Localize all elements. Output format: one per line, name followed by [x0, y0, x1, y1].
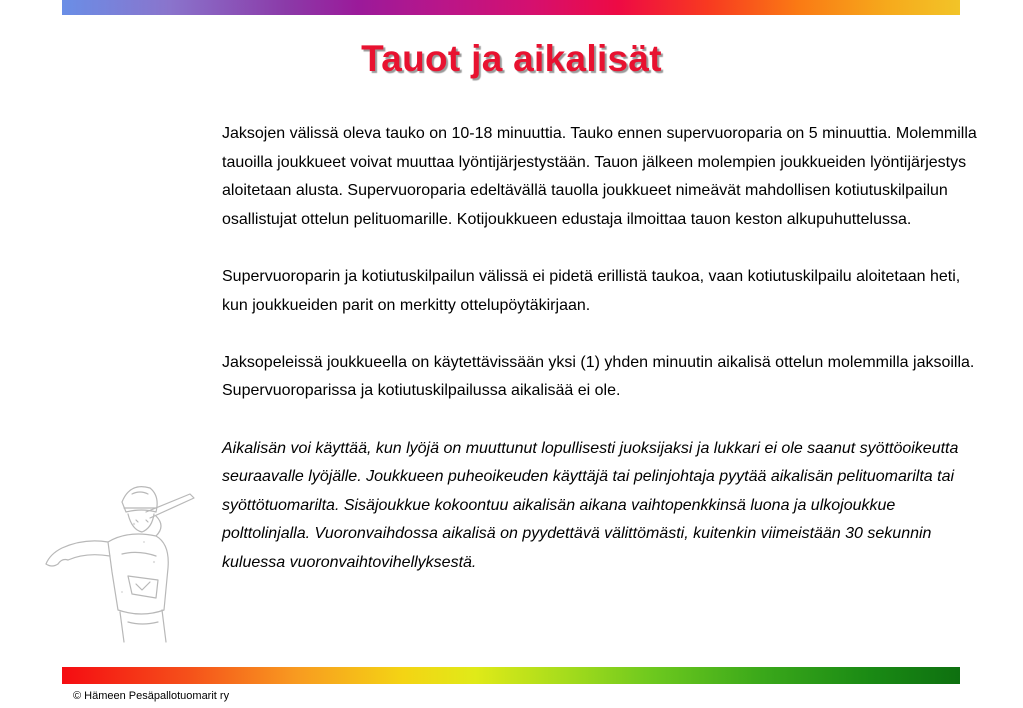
copyright-footer: © Hämeen Pesäpallotuomarit ry — [73, 690, 230, 702]
paragraph-timeout-usage: Aikalisän voi käyttää, kun lyöjä on muuttunut lopullisesti juoksijaksi ja lukkari ei ole saanut syöttöoikeutta seuraavalle lyöjälle. Joukkueen puheoikeuden käyttäjä tai pelinjohtaja pyytää aikalisän pelituomarilta tai syöttötuomarilta. Sisäjoukkue kokoontuu aikalisän aikana vaihtopenkkinsä luona ja ulkojoukkue polttolinjalla. Vuoronvaihdossa aikalisä on pyydettävä välittömästi, kuitenkin viimeistään 30 sekunnin kuluessa vuoronvaihtovihellyksestä. — [222, 439, 959, 571]
slide-title: Tauot ja aikalisät — [361, 38, 662, 79]
paragraph-super-inning: Supervuoroparin ja kotiutuskilpailun välissä ei pidetä erillistä taukoa, vaan kotiutuskilpailu aloitetaan heti, kun joukkueiden parit on merkitty ottelupöytäkirjaan. — [222, 267, 961, 314]
batter-sketch-image — [38, 472, 204, 644]
paragraph-breaks: Jaksojen välissä oleva tauko on 10-18 minuuttia. Tauko ennen supervuoroparia on 5 minuuttia. Molemmilla tauoilla joukkueet voivat muuttaa lyöntijärjestystään. Tauon jälkeen molempien joukkueiden lyöntijärjestys aloitetaan alusta. Supervuoroparia edeltävällä tauolla joukkueet nimeävät mahdollisen kotiutuskilpailun osallistujat ottelun pelituomarille. Kotijoukkueen edustaja ilmoittaa tauon keston alkupuhuttelussa. — [222, 125, 977, 228]
bottom-gradient-bar — [62, 667, 960, 684]
slide-body — [222, 120, 982, 578]
top-gradient-bar — [62, 0, 960, 15]
paragraph-timeouts: Jaksopeleissä joukkueella on käytettävissään yksi (1) yhden minuutin aikalisä ottelun molemmilla jaksoilla. Supervuoroparissa ja kotiutuskilpailussa aikalisää ei ole. — [222, 353, 975, 400]
